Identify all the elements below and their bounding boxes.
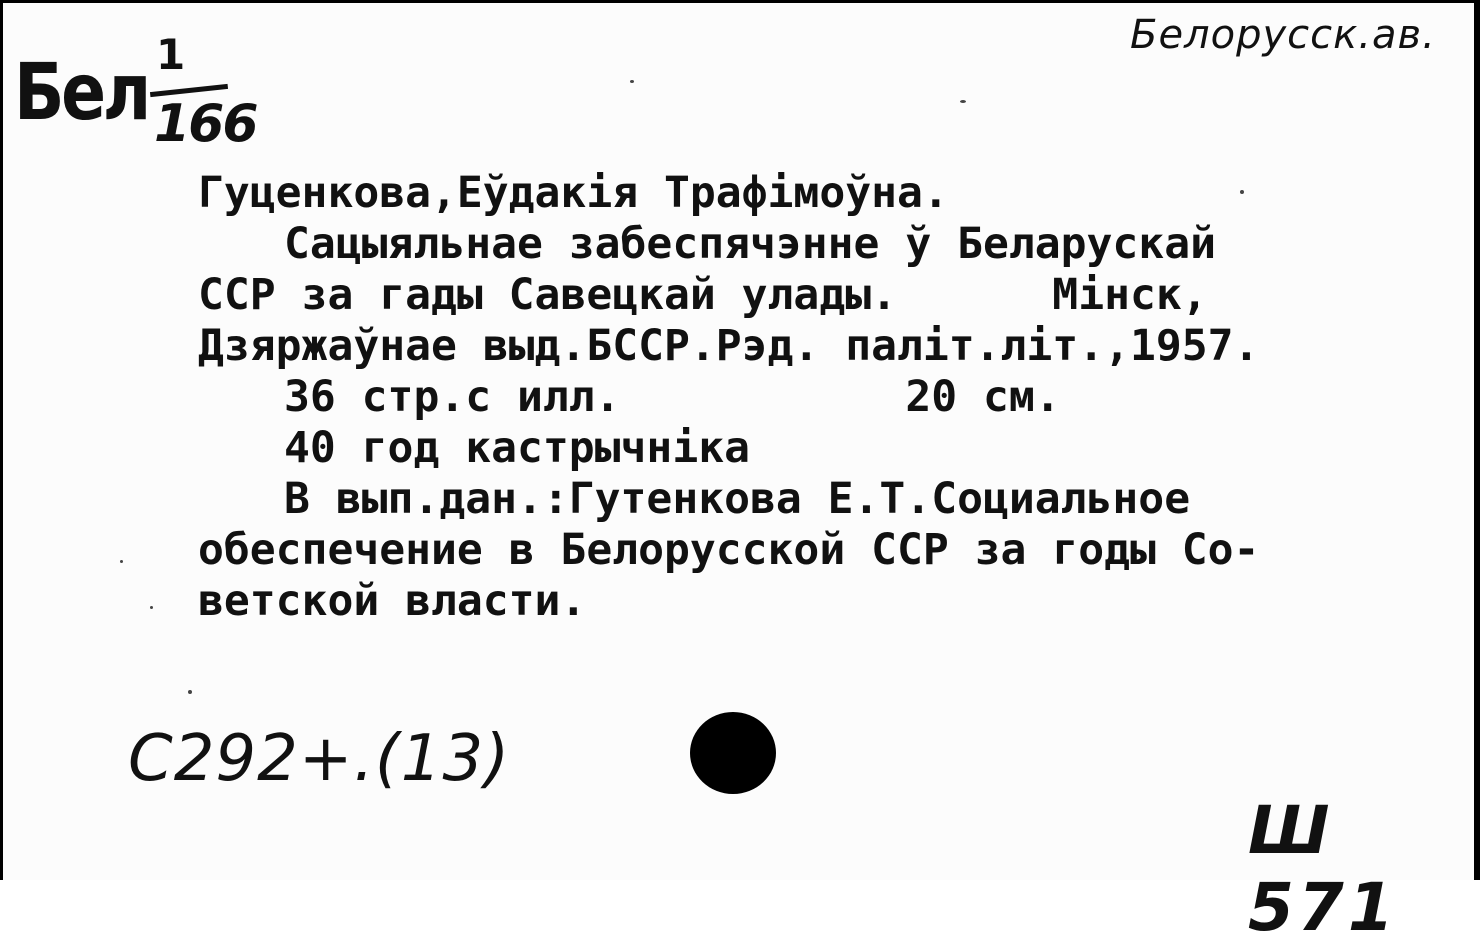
card-left-edge (0, 0, 3, 880)
entry-line: В вып.дан.:Гутенкова Е.Т.Социальное (284, 474, 1191, 524)
card-top-edge (0, 0, 1480, 3)
speck (960, 100, 966, 103)
entry-line: ССР за гады Савецкай улады. Мiнск, (198, 270, 1208, 320)
speck (188, 690, 192, 694)
bibliographic-entry (198, 168, 1428, 627)
inventory-note: Ш 571 (1248, 792, 1398, 946)
entry-line: Гуценкова,Еўдакiя Трафiмоўна. (198, 168, 949, 218)
shelfmark-denominator: 166 (154, 94, 257, 154)
collection-note: Белорусск.ав. (1130, 12, 1436, 58)
entry-line: ветской власти. (198, 576, 587, 626)
shelfmark-prefix: Бел (14, 48, 148, 138)
entry-line: обеспечение в Белорусской ССР за годы Со- (198, 525, 1260, 575)
punch-hole (690, 712, 776, 794)
speck (120, 560, 123, 563)
entry-line: Дзяржаўнае выд.БССР.Рэд. палiт.лiт.,1957. (198, 321, 1260, 371)
speck (150, 606, 153, 609)
speck (1240, 190, 1244, 194)
speck (630, 80, 634, 83)
shelfmark (14, 30, 257, 170)
entry-line: 36 стр.с илл. 20 см. (284, 372, 1061, 422)
entry-line: 40 год кастрычнiка (284, 423, 750, 473)
shelfmark-numerator: 1 (156, 30, 186, 79)
classification-note: С292+.(13) (128, 722, 511, 796)
entry-line: Сацыяльнае забеспячэнне ў Беларускай (284, 219, 1216, 269)
card-right-edge (1474, 0, 1480, 880)
